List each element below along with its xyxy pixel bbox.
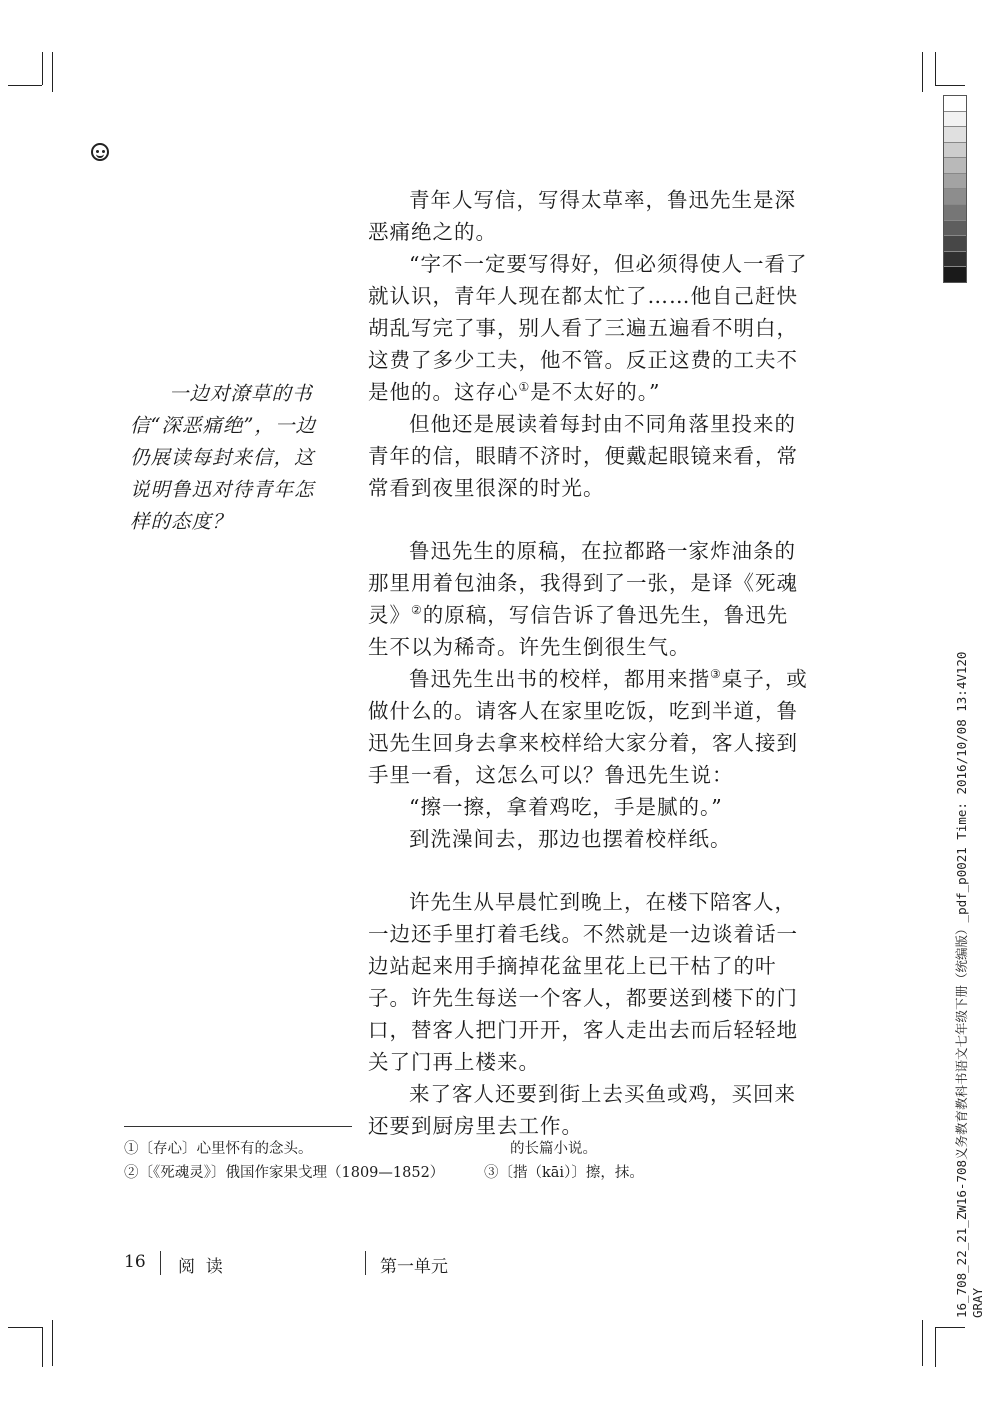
gray-scale-step bbox=[944, 221, 966, 237]
gray-scale-step bbox=[944, 158, 966, 174]
gray-scale-step bbox=[944, 112, 966, 128]
main-text bbox=[368, 184, 808, 1142]
crop-mark-top-right-v2 bbox=[922, 52, 923, 92]
gray-scale-step bbox=[944, 252, 966, 268]
footer-divider bbox=[365, 1251, 366, 1275]
gray-scale-step bbox=[944, 189, 966, 205]
unit-label: 第一单元 bbox=[380, 1257, 448, 1277]
paragraph: 鲁迅先生的原稿，在拉都路一家炸油条的那里用着包油条，我得到了一张，是译《死魂灵》②的原稿，写信告诉了鲁迅先生，鲁迅先生不以为稀奇。许先生倒很生气。 bbox=[368, 539, 798, 659]
paragraph: 但他还是展读着每封由不同角落里投来的青年的信，眼睛不济时，便戴起眼镜来看，常常看到夜里很深的时光。 bbox=[368, 412, 798, 500]
footnote-ref-1: ① bbox=[518, 380, 531, 395]
paragraph: “擦一擦，拿着鸡吃，手是腻的。” bbox=[409, 795, 723, 819]
paragraph: 到洗澡间去，那边也摆着校样纸。 bbox=[409, 827, 732, 851]
page-number: 16 bbox=[124, 1252, 146, 1272]
print-info bbox=[952, 652, 985, 1318]
gray-scale-step bbox=[944, 143, 966, 159]
paragraph: 鲁迅先生出书的校样，都用来揩③桌子，或做什么的。请客人在家里吃饭，吃到半道，鲁迅先生回身去拿来校样给大家分着，客人接到手里一看，这怎么可以？鲁迅先生说： bbox=[368, 667, 808, 787]
crop-mark-bottom-right-h bbox=[935, 1327, 965, 1328]
gray-scale-step bbox=[944, 236, 966, 252]
crop-mark-bottom-left-v2 bbox=[52, 1320, 53, 1366]
gray-scale-step bbox=[944, 174, 966, 190]
paragraph: 青年人写信，写得太草率，鲁迅先生是深恶痛绝之的。 bbox=[368, 188, 796, 244]
gray-scale-step bbox=[944, 205, 966, 221]
print-info-gray: GRAY bbox=[970, 1287, 985, 1318]
crop-mark-top-left-h bbox=[8, 85, 42, 86]
footnote-ref-2: ② bbox=[411, 603, 423, 618]
crop-mark-top-left-v2 bbox=[52, 52, 53, 92]
footnote-3: ③〔揩（kāi）〕擦，抹。 bbox=[484, 1165, 644, 1181]
paragraph: “字不一定要写得好，但必须得使人一看了就认识，青年人现在都太忙了……他自己赶快胡乱写完了事，别人看了三遍五遍看不明白，这费了多少工夫，他不管。反正这费的工夫不是他的。这存心①是不太好的。” bbox=[368, 252, 808, 404]
gray-scale-step bbox=[944, 267, 966, 282]
section-label: 阅 读 bbox=[178, 1257, 223, 1277]
gray-scale-step bbox=[944, 96, 966, 112]
crop-mark-top-left-v1 bbox=[42, 52, 43, 85]
crop-mark-bottom-left-v1 bbox=[42, 1327, 43, 1367]
crop-mark-bottom-right-v1 bbox=[935, 1327, 936, 1367]
footnote-2-continued: 的长篇小说。 bbox=[510, 1141, 597, 1157]
smiley-icon bbox=[91, 143, 109, 161]
crop-mark-bottom-right-v2 bbox=[922, 1320, 923, 1366]
paragraph: 来了客人还要到街上去买鱼或鸡，买回来还要到厨房里去工作。 bbox=[368, 1082, 796, 1138]
footnote-1: ①〔存心〕心里怀有的念头。 bbox=[124, 1141, 313, 1157]
footer-divider bbox=[160, 1251, 161, 1275]
margin-question-text: 一边对潦草的书信“深恶痛绝”，一边仍展读每封来信，这说明鲁迅对待青年怎样的态度？ bbox=[130, 382, 316, 533]
print-info-line: 16_708_22_21_ZW16-708义务教育教科书语文七年级下册（统编版）_pdf_p0021 Time: 2016/10/08 13:4V120 bbox=[954, 651, 969, 1318]
margin-question bbox=[130, 378, 318, 538]
crop-mark-top-right-h bbox=[935, 85, 965, 86]
footnote-2: ②〔《死魂灵》〕俄国作家果戈理（1809—1852） bbox=[124, 1165, 445, 1181]
footnote-ref-3: ③ bbox=[710, 667, 722, 682]
crop-mark-bottom-left-h bbox=[8, 1327, 42, 1328]
gray-scale-strip bbox=[943, 95, 967, 283]
gray-scale-step bbox=[944, 127, 966, 143]
paragraph: 许先生从早晨忙到晚上，在楼下陪客人，一边还手里打着毛线。不然就是一边谈着话一边站起来用手摘掉花盆里花上已干枯了的叶子。许先生每送一个客人，都要送到楼下的门口，替客人把门开开，客人走出去而后轻轻地关了门再上楼来。 bbox=[368, 890, 798, 1074]
crop-mark-top-right-v1 bbox=[935, 52, 936, 85]
footnote-rule bbox=[124, 1126, 352, 1127]
